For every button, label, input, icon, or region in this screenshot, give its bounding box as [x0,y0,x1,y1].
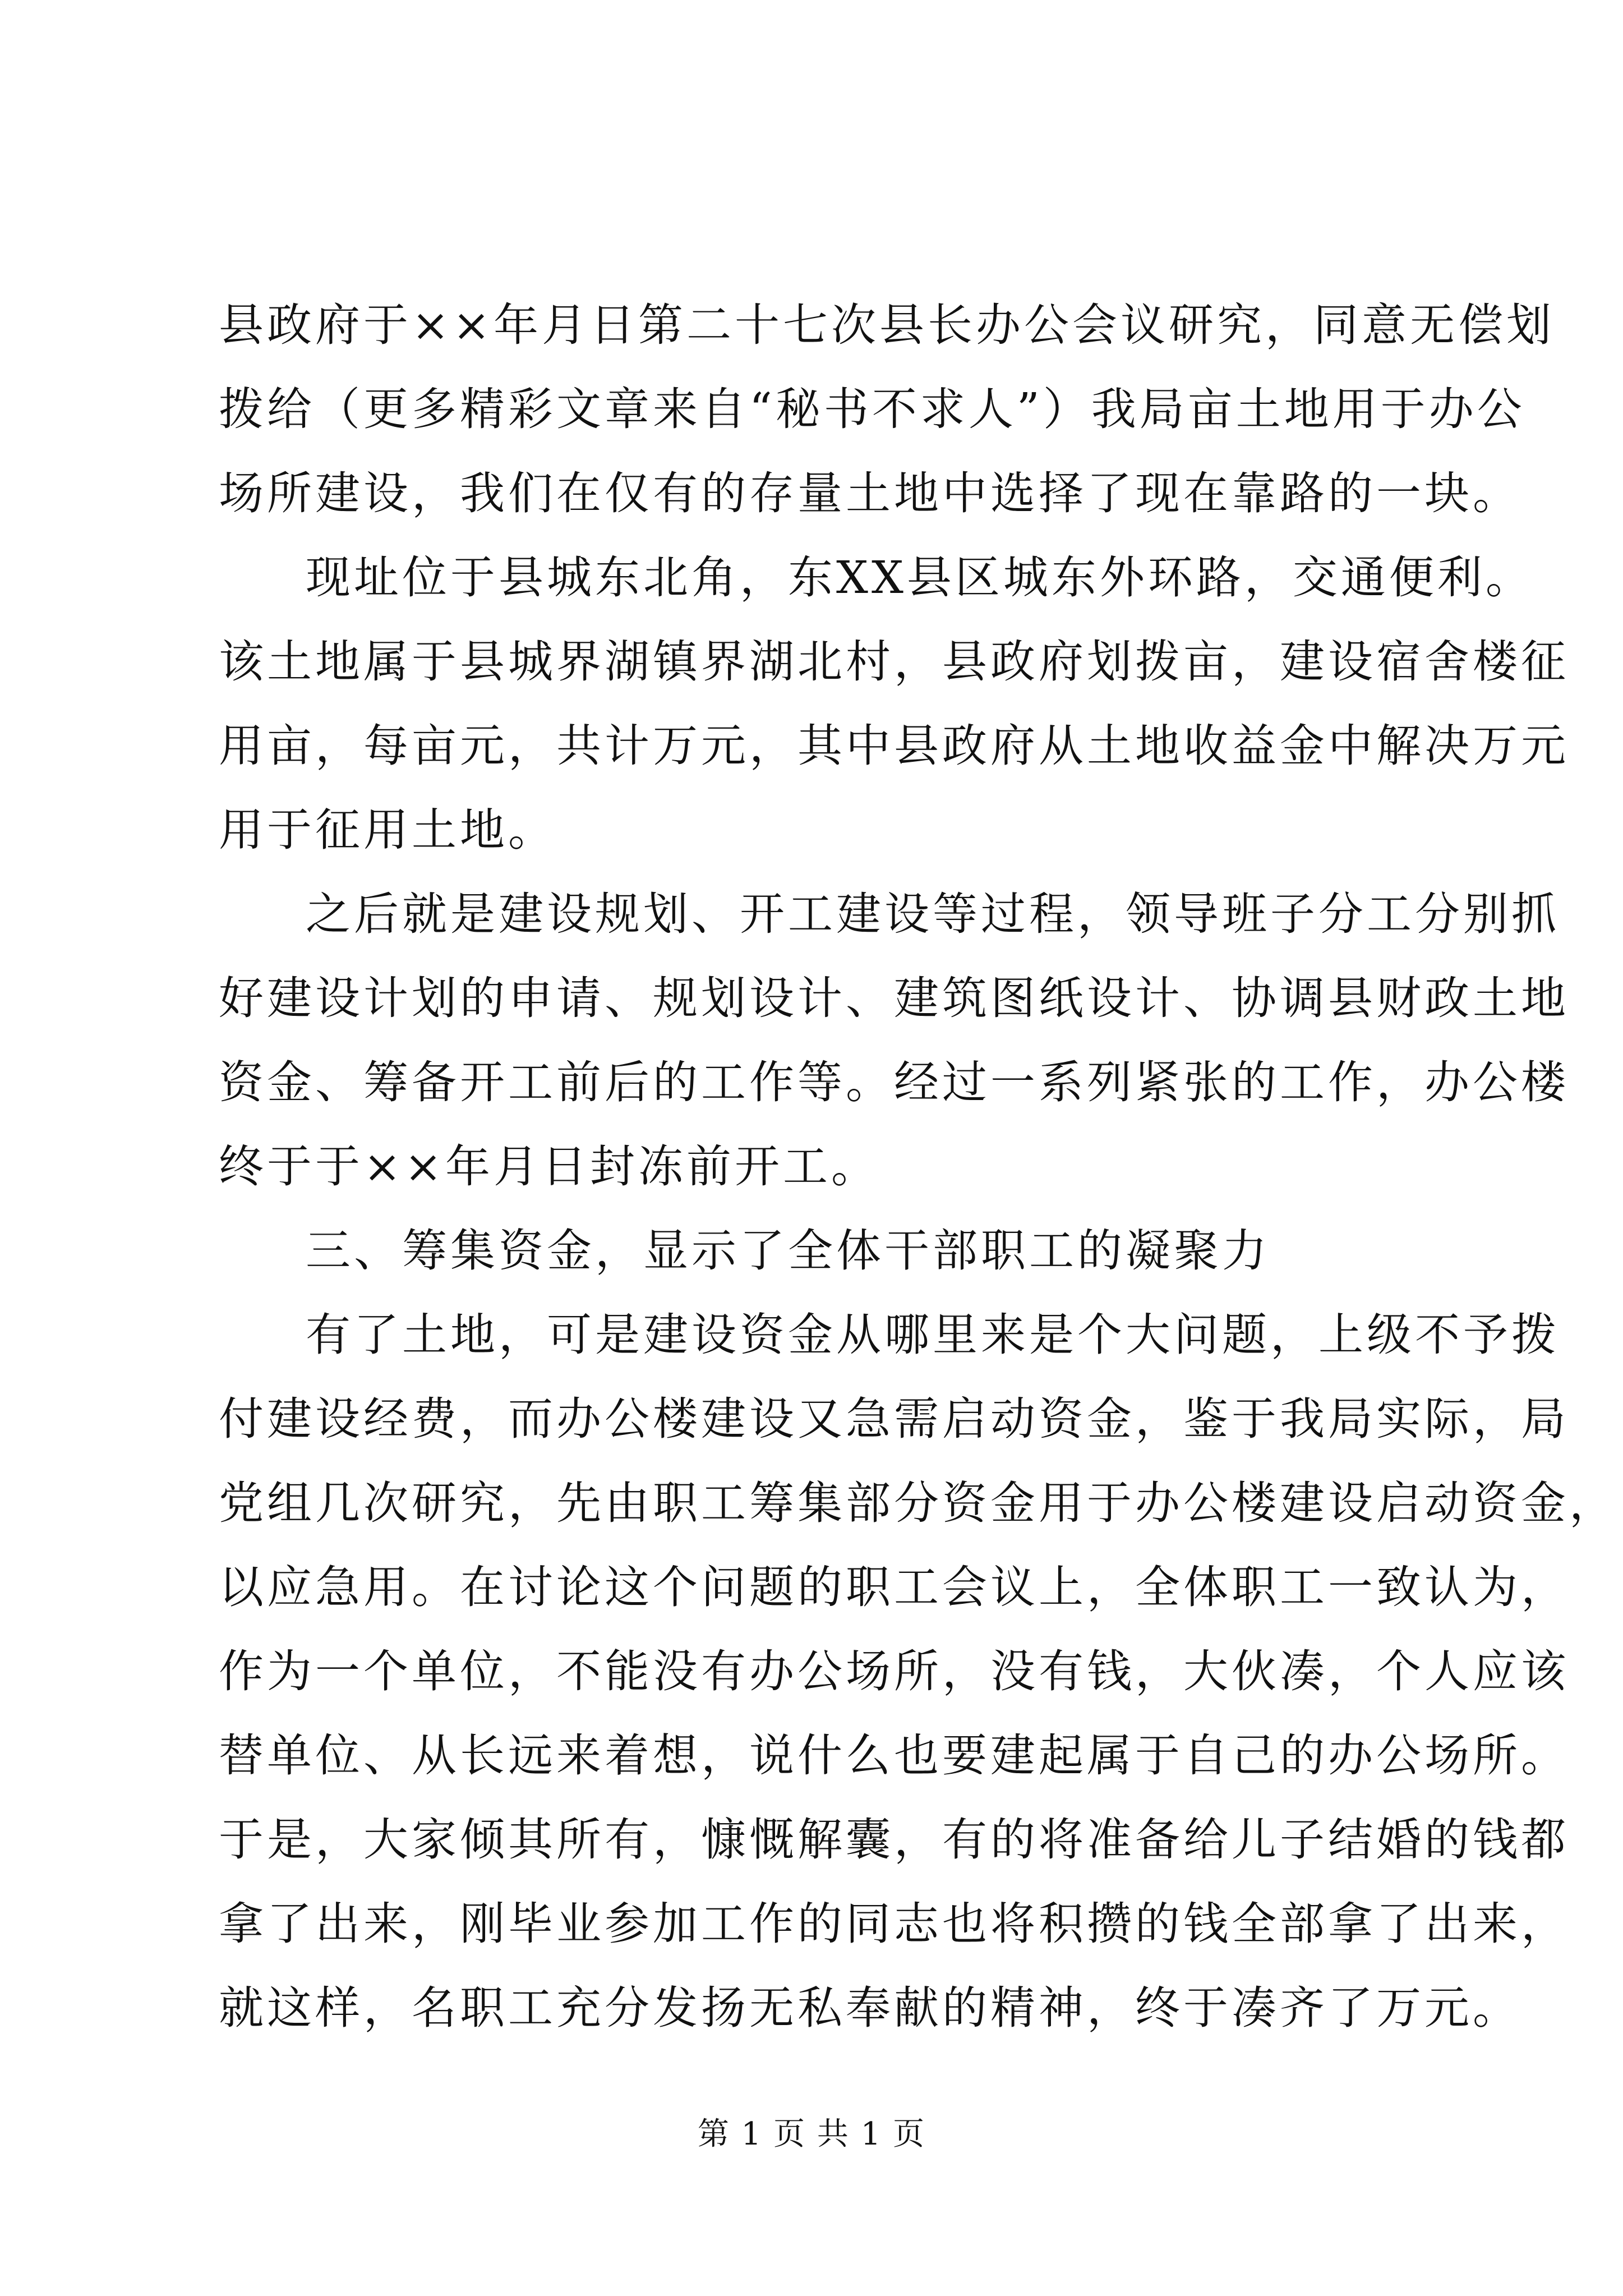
text-line: 于是，大家倾其所有，慷慨解囊，有的将准备给儿子结婚的钱都 [219,1814,1569,1866]
paragraph-first-line: 有了土地，可是建设资金从哪里来是个大问题，上级不予拨 [306,1309,1560,1361]
text-line: 替单位、从长远来着想，说什么也要建起属于自己的办公场所。 [219,1729,1569,1782]
text-line: 就这样，名职工充分发扬无私奉献的精神，终于凑齐了万元。 [219,1982,1521,2034]
text-line: 党组几次研究，先由职工筹集部分资金用于办公楼建设启动资金， [219,1477,1617,1529]
text-line: 拨给（更多精彩文章来自“秘书不求人”）我局亩土地用于办公 [219,383,1525,435]
section-heading: 三、筹集资金，显示了全体干部职工的凝聚力 [306,1225,1270,1277]
text-line: 县政府于××年月日第二十七次县长办公会议研究，同意无偿划 [219,299,1555,351]
text-line: 用于征用土地。 [219,804,556,856]
page-footer: 第 1 页 共 1 页 [697,2116,926,2152]
paragraph-first-line: 之后就是建设规划、开工建设等过程，领导班子分工分别抓 [306,888,1560,940]
text-line: 拿了出来，刚毕业参加工作的同志也将积攒的钱全部拿了出来， [219,1898,1569,1950]
text-line: 以应急用。在讨论这个问题的职工会议上，全体职工一致认为， [219,1561,1569,1613]
paragraph-first-line: 现址位于县城东北角，东XX县区城东外环路，交通便利。 [306,551,1534,604]
text-line: 好建设计划的申请、规划设计、建筑图纸设计、协调县财政土地 [219,972,1569,1024]
text-line: 用亩，每亩元，共计万元，其中县政府从土地收益金中解决万元 [219,720,1569,772]
text-line: 作为一个单位，不能没有办公场所，没有钱，大伙凑，个人应该 [219,1645,1569,1697]
text-line: 付建设经费，而办公楼建设又急需启动资金，鉴于我局实际，局 [219,1393,1569,1445]
text-line: 资金、筹备开工前后的工作等。经过一系列紧张的工作，办公楼 [219,1056,1569,1108]
text-line: 终于于××年月日封冻前开工。 [219,1140,880,1193]
text-line: 该土地属于县城界湖镇界湖北村，县政府划拨亩，建设宿舍楼征 [219,636,1569,688]
text-line: 场所建设，我们在仅有的存量土地中选择了现在靠路的一块。 [219,467,1521,519]
